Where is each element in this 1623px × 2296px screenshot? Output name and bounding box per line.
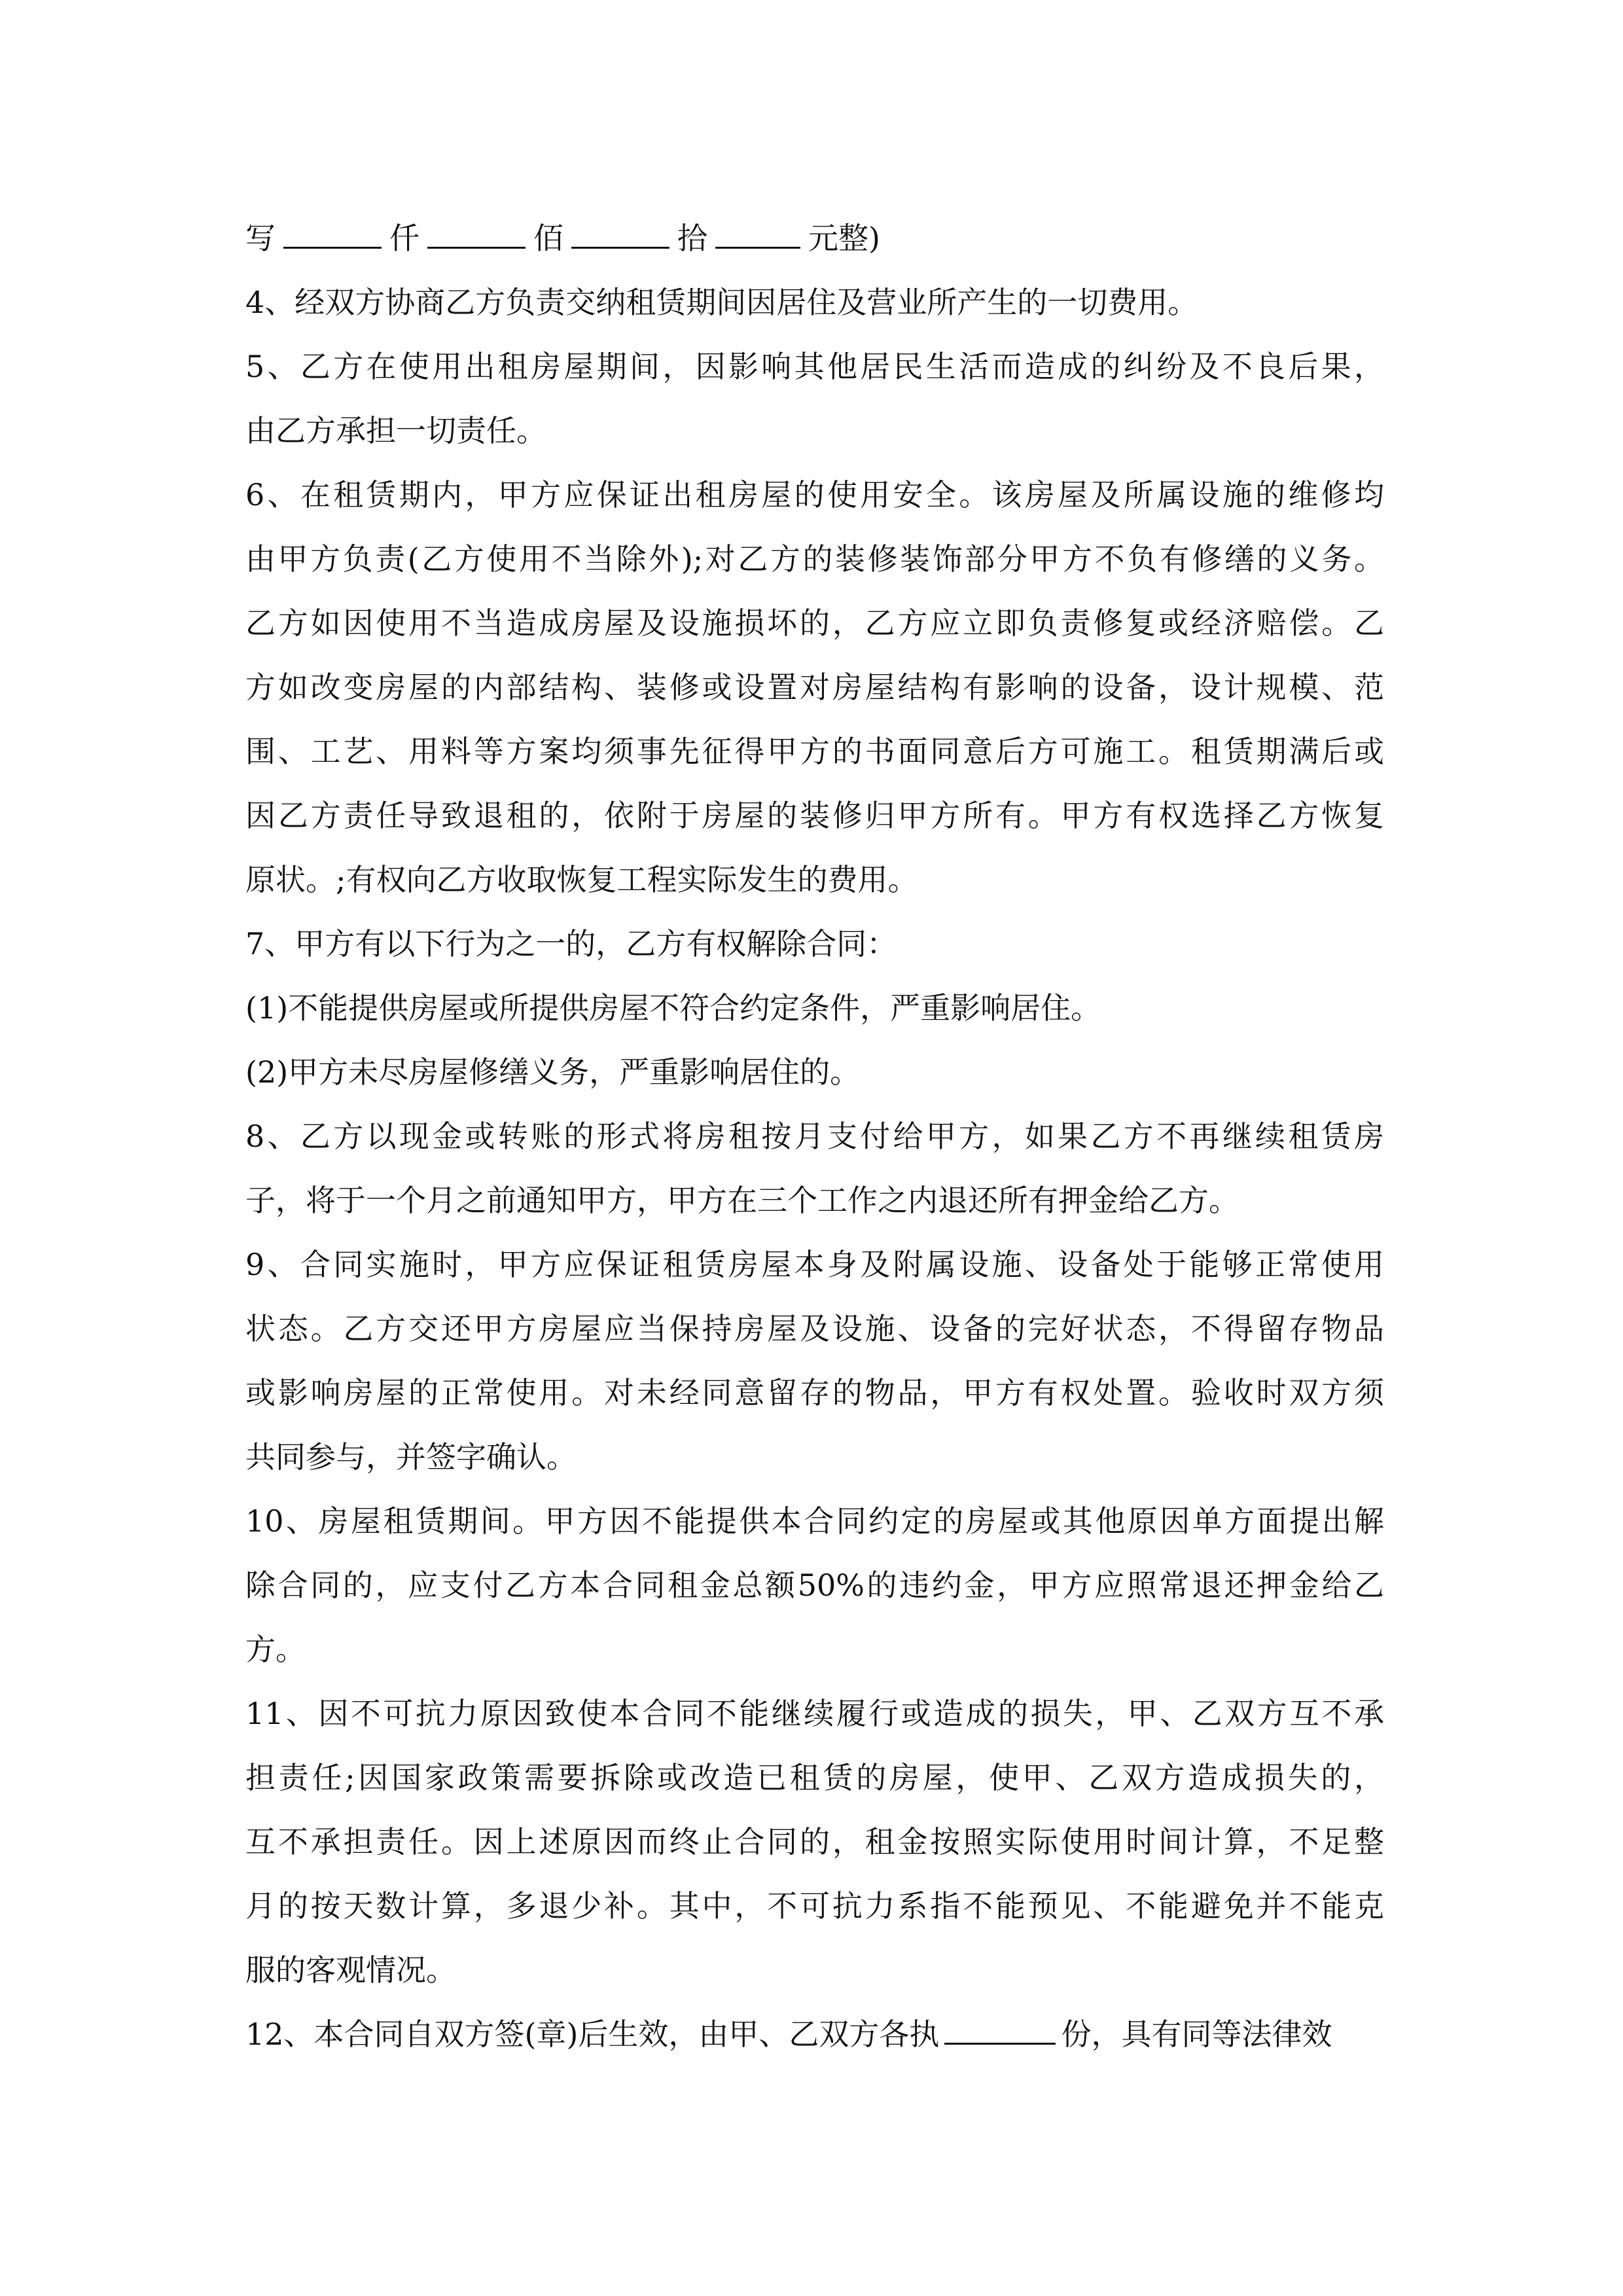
text-line: 除合同的，应支付乙方本合同租金总额50%的违约金，甲方应照常退还押金给乙 [245,1568,1384,1603]
text-line: 由乙方承担一切责任。 [245,413,546,448]
text-line: 由甲方负责(乙方使用不当除外);对乙方的装修装饰部分甲方不负有修缮的义务。 [245,541,1384,577]
text-line: 11、因不可抗力原因致使本合同不能继续履行或造成的损失，甲、乙双方互不承 [245,1696,1384,1731]
text-line: 10、房屋租赁期间。甲方因不能提供本合同约定的房屋或其他原因单方面提出解 [245,1503,1384,1539]
blank-tens [571,210,669,249]
clause-12-text: 12、本合同自双方签(章)后生效，由甲、乙双方各执 [245,2017,940,2052]
text-line: 乙方如因使用不当造成房屋及设施损坏的，乙方应立即负责修复或经济赔偿。乙 [245,605,1384,641]
blank-units [715,210,800,249]
blank-copies [944,2006,1056,2045]
text-line: 子，将于一个月之前通知甲方，甲方在三个工作之内退还所有押金给乙方。 [245,1183,1239,1218]
text-line: (1)不能提供房屋或所提供房屋不符合约定条件，严重影响居住。 [245,990,1101,1026]
text-line: (2)甲方未尽房屋修缮义务，严重影响居住的。 [245,1054,861,1090]
amount-tens-label: 拾 [677,221,707,256]
text-line: 方。 [245,1632,306,1667]
text-line: 状态。乙方交还甲方房屋应当保持房屋及设施、设备的完好状态，不得留存物品 [245,1311,1384,1346]
text-line: 6、在租赁期内，甲方应保证出租房屋的使用安全。该房屋及所属设施的维修均 [245,477,1384,512]
text-line: 互不承担责任。因上述原因而终止合同的，租金按照实际使用时间计算，不足整 [245,1824,1384,1859]
text-line: 月的按天数计算，多退少补。其中，不可抗力系指不能预见、不能避免并不能克 [245,1888,1384,1924]
text-line: 7、甲方有以下行为之一的，乙方有权解除合同： [245,926,897,961]
amount-line [245,206,1384,270]
text-line: 8、乙方以现金或转账的形式将房租按月支付给甲方，如果乙方不再继续租赁房 [245,1119,1384,1154]
clause-12-text-end: 份，具有同等法律效 [1061,2017,1332,2052]
text-line: 4、经双方协商乙方负责交纳租赁期间因居住及营业所产生的一切费用。 [245,285,1198,320]
text-line: 共同参与，并签字确认。 [245,1439,577,1475]
amount-prefix: 写 [245,221,276,256]
amount-suffix: 元整) [808,221,880,256]
blank-hundreds [427,210,526,249]
text-line: 围、工艺、用料等方案均须事先征得甲方的书面同意后方可施工。租赁期满后或 [245,734,1384,769]
text-line: 方如改变房屋的内部结构、装修或设置对房屋结构有影响的设备，设计规模、范 [245,670,1384,705]
blank-thousands [283,210,382,249]
text-line: 5、乙方在使用出租房屋期间，因影响其他居民生活而造成的纠纷及不良后果， [245,349,1384,384]
text-line: 服的客观情况。 [245,1952,456,1988]
clause-12-line [245,2002,1384,2066]
text-line: 担责任;因国家政策需要拆除或改造已租赁的房屋，使甲、乙双方造成损失的， [245,1760,1384,1795]
amount-hundreds-label: 佰 [533,221,563,256]
text-line: 9、合同实施时，甲方应保证租赁房屋本身及附属设施、设备处于能够正常使用 [245,1247,1384,1282]
text-line: 或影响房屋的正常使用。对未经同意留存的物品，甲方有权处置。验收时双方须 [245,1375,1384,1410]
contract-text [245,206,1384,2066]
text-line: 因乙方责任导致退租的，依附于房屋的装修归甲方所有。甲方有权选择乙方恢复 [245,798,1384,833]
amount-thousands-label: 仟 [389,221,419,256]
text-line: 原状。;有权向乙方收取恢复工程实际发生的费用。 [245,862,918,897]
